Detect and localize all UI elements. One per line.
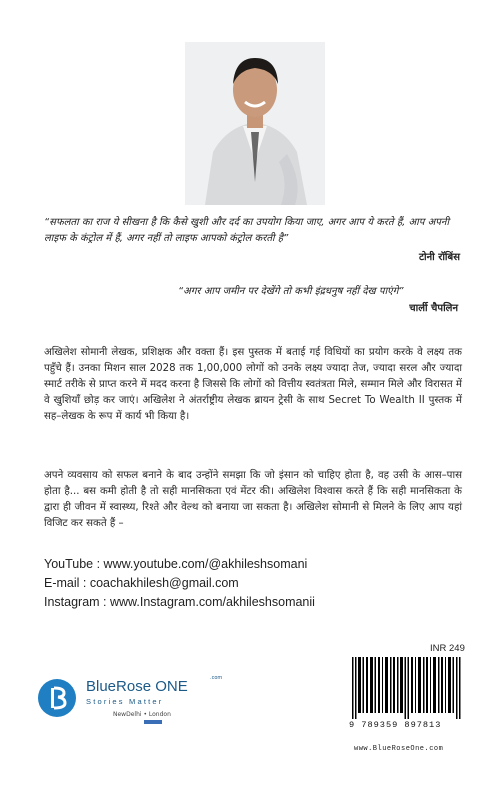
publisher-name: BlueRose ONE — [86, 678, 188, 695]
contact-list — [44, 555, 315, 612]
author-photo — [185, 42, 325, 205]
publisher-domain-suffix: .com — [210, 675, 223, 681]
publisher-logo-icon — [38, 679, 76, 717]
quote-author: टोनी रॉबिंस — [419, 252, 460, 263]
email-link[interactable]: E-mail : coachakhilesh@gmail.com — [44, 576, 239, 590]
author-bio-paragraph: अखिलेश सोमानी लेखक, प्रशिक्षक और वक्ता हैं। इस पुस्तक में बताई गई विधियों का प्रयोग करके वे लक्ष्य तक पहुँचे हैं। उनका मिशन साल 2028 तक 1,00,000 लोगों को उनके लक्ष्य ज्यादा तेज, ज्यादा सरल और ज्यादा स्मार्ट तरीके से प्राप्त करने में मदद करना है जिससे कि लोगों को वित्तीय स्वतंत्रता मिले, सम्मान मिले और विरासत में वे खुशियाँ छोड़ कर जाएं। अखिलेश ने अंतर्राष्ट्रीय लेखक ब्रायन ट्रेसी के साथ Secret To Wealth II पुस्तक में सह–लेखक के रूप में कार्य भी किया है। — [44, 347, 462, 422]
quote-text: “सफलता का राज ये सीखना है कि कैसे खुशी और दर्द का उपयोग किया जाए, अगर आप ये करते हैं, आप अपनी लाइफ के कंट्रोल में हैं, अगर नहीं तो लाइफ आपको कंट्रोल करती है” — [44, 217, 450, 244]
publisher-logo — [38, 675, 238, 735]
publisher-cities: NewDelhi • London — [113, 711, 171, 718]
social-icons — [144, 720, 162, 724]
isbn-number: 9 789359 897813 — [349, 720, 442, 730]
publisher-website[interactable]: www.BlueRoseOne.com — [354, 745, 444, 753]
isbn-barcode — [349, 654, 464, 742]
quote-author: चार्ली चैपलिन — [409, 303, 458, 314]
instagram-link[interactable]: Instagram : www.Instagram.com/akhileshsomanii — [44, 595, 315, 609]
youtube-link[interactable]: YouTube : www.youtube.com/@akhileshsomani — [44, 557, 308, 571]
author-bio-paragraph: अपने व्यवसाय को सफल बनाने के बाद उन्होंने समझा कि जो इंसान को चाहिए होता है, वह उसी के आस–पास होता है... बस कमी होती है तो सही मानसिकता एवं मेंटर की। अखिलेश विश्वास करते हैं कि सही मानसिकता के द्वारा ही जीवन में स्वास्थ्य, रिश्ते और वेल्थ को बनाया जा सकता है। अखिलेश सोमानी से मिलने के लिए आप यहां विजिट कर सकते हैं – — [44, 470, 462, 529]
barcode-icon — [352, 657, 461, 719]
price-label: INR 249 — [430, 643, 465, 654]
publisher-tagline: Stories Matter — [86, 697, 164, 706]
quote-text: “अगर आप जमीन पर देखेंगे तो कभी इंद्रधनुष नहीं देख पाएंगे” — [178, 286, 404, 297]
